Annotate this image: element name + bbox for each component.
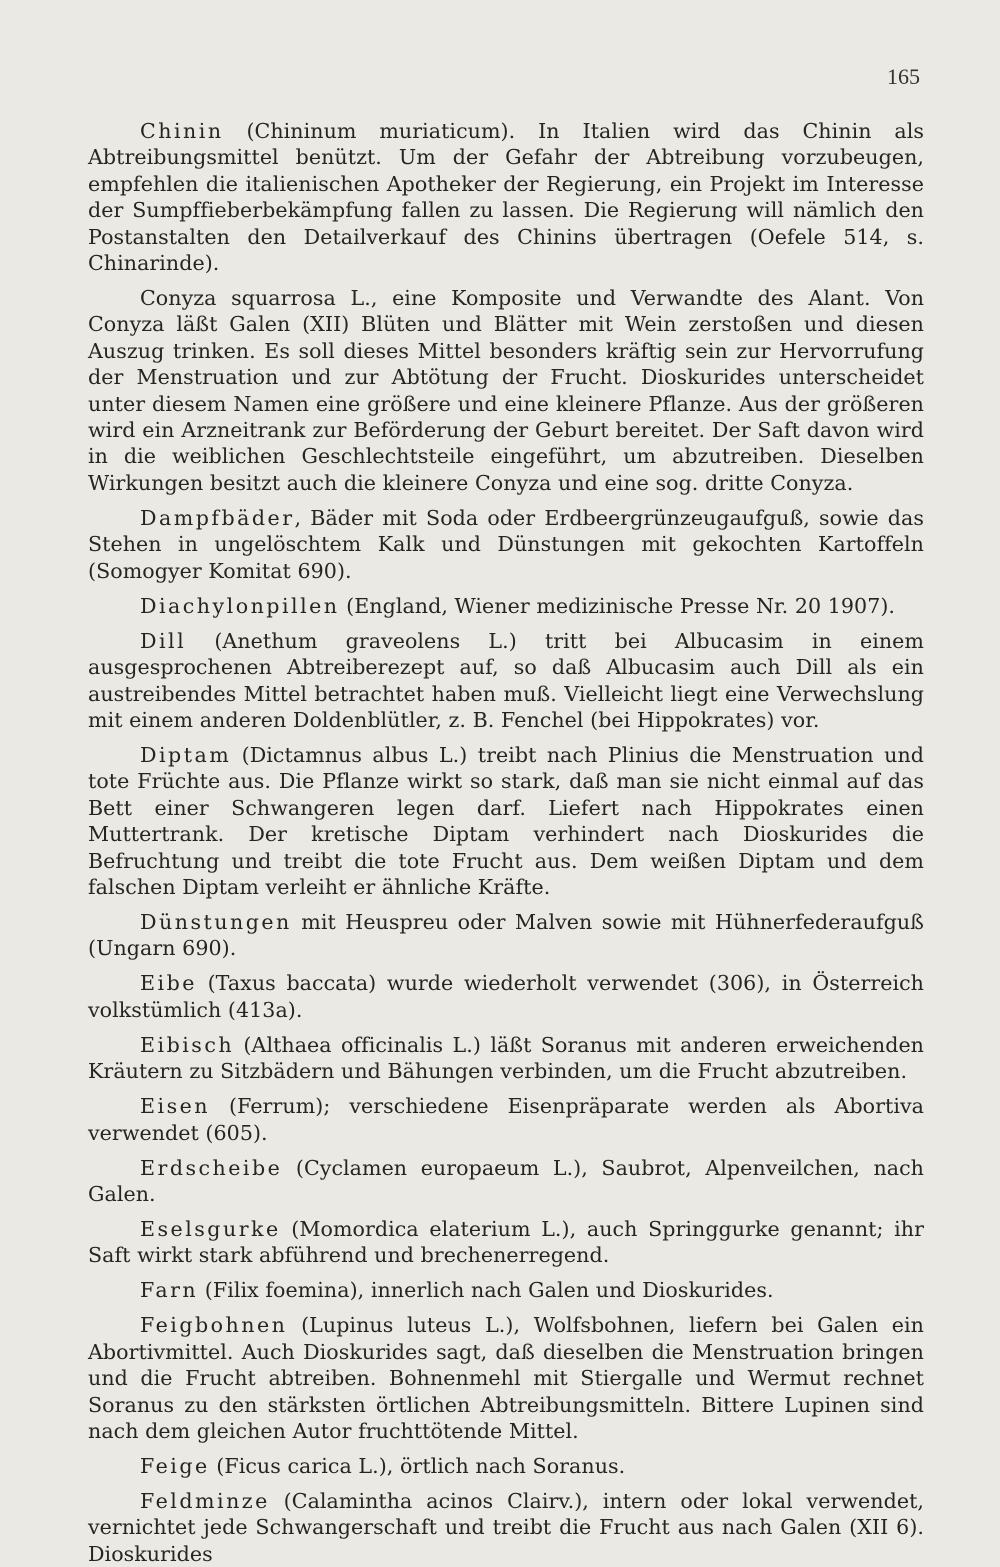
entry-eisen bbox=[88, 1093, 924, 1146]
entry-list bbox=[88, 118, 924, 1567]
entry-term: Diptam bbox=[140, 742, 232, 767]
entry-dill bbox=[88, 628, 924, 734]
entry-text: mit Heuspreu oder Malven sowie mit Hühnerfederaufguß (Ungarn 690). bbox=[88, 909, 924, 961]
entry-text: (Taxus baccata) wurde wiederholt verwendet (306), in Österreich volkstümlich (413a). bbox=[88, 971, 924, 1022]
entry-term: Erdscheibe bbox=[140, 1155, 283, 1180]
entry-feldminze bbox=[88, 1488, 924, 1567]
entry-text: (Momordica elaterium L.), auch Springgurke genannt; ihr Saft wirkt stark abführend und brechenerregend. bbox=[88, 1216, 924, 1268]
entry-text: (Lupinus luteus L.), Wolfsbohnen, liefern bei Galen ein Abortivmittel. Auch Dioskurides sagt, daß dieselben die Menstruation bringen und die Frucht abtreiben. Bohnenmehl mit Stiergalle und Wermut rechnet Soranus zu den stärksten örtlichen Abtreibungsmitteln. Bittere Lupinen sind nach dem gleichen Autor fruchttötende Mittel. bbox=[88, 1313, 924, 1443]
entry-chinin bbox=[88, 118, 924, 276]
entry-term: Diachylonpillen bbox=[140, 593, 340, 618]
entry-text: (Cyclamen europaeum L.), Saubrot, Alpenveilchen, nach Galen. bbox=[88, 1155, 924, 1206]
entry-text: , eine Komposite und Verwandte des Alant. Von Conyza läßt Galen (XII) Blüten und Blätter mit Wein zerstoßen und diesen Auszug trinken. Es soll dieses Mittel besonders kräftig sein zur Hervorrufung der Menstruation und zur Abtötung der Frucht. Dioskurides unterscheidet unter diesem Namen eine größere und eine kleinere Pflanze. Aus der größeren wird ein Arzneitrank zur Beförderung der Geburt bereitet. Der Saft davon wird in die weiblichen Geschlechtsteile eingeführt, um abzutreiben. Dieselben Wirkungen besitzt auch die kleinere Conyza und eine sog. dritte Conyza. bbox=[88, 286, 925, 495]
entry-feige bbox=[88, 1453, 924, 1479]
entry-text: , Bäder mit Soda oder Erdbeergrünzeugaufguß, sowie das Stehen in ungelöschtem Kalk und Dünstungen mit gekochten Kartoffeln (Somogyer Komitat 690). bbox=[88, 505, 924, 583]
entry-text: (Filix foemina), innerlich nach Galen und Dioskurides. bbox=[198, 1278, 774, 1303]
entry-eibe bbox=[88, 970, 924, 1023]
entry-text: (Ficus carica L.), örtlich nach Soranus. bbox=[209, 1454, 626, 1478]
entry-duenstungen bbox=[88, 909, 924, 962]
entry-term: Feldminze bbox=[140, 1489, 270, 1513]
entry-term: Dünstungen bbox=[140, 909, 292, 934]
entry-conyza bbox=[88, 285, 924, 496]
entry-diptam bbox=[88, 742, 924, 900]
entry-text: (England, Wiener medizinische Presse Nr. 20 1907). bbox=[339, 593, 896, 618]
entry-diachylonpillen bbox=[88, 593, 924, 619]
entry-eibisch bbox=[88, 1032, 924, 1085]
entry-text: (Anethum graveolens L.) tritt bei Albucasim in einem ausgesprochenen Abtreiberezept auf, so daß Albucasim auch Dill als ein austreibendes Mittel betrachtet haben muß. Vielleicht liegt eine Verwechslung mit einem anderen Doldenblütler, z. B. Fenchel (bei Hippokrates) vor. bbox=[88, 628, 924, 732]
entry-term: Dill bbox=[140, 628, 187, 653]
entry-term: Chinin bbox=[140, 119, 224, 143]
entry-text: (Ferrum); verschiedene Eisenpräparate werden als Abortiva verwendet (605). bbox=[88, 1094, 924, 1145]
entry-erdscheibe bbox=[88, 1155, 924, 1208]
entry-term: Eisen bbox=[140, 1094, 210, 1119]
page-number: 165 bbox=[887, 64, 920, 89]
entry-term: Farn bbox=[140, 1278, 199, 1303]
entry-term: Conyza squarrosa L. bbox=[140, 286, 371, 311]
entry-term: Feige bbox=[140, 1454, 210, 1478]
entry-term: Eselsgurke bbox=[140, 1216, 281, 1241]
entry-term: Dampfbäder bbox=[140, 505, 295, 530]
entry-text: (Chininum muriaticum). In Italien wird das Chinin als Abtreibungsmittel benützt. Um der Gefahr der Abtreibung vorzubeugen, empfehlen die italienischen Apotheker der Regierung, ein Projekt im Interesse der Sumpffieberbekämpfung fallen zu lassen. Die Regierung will nämlich den Postanstalten den Detailverkauf des Chinins übertragen (Oefele 514, s. Chinarinde). bbox=[88, 119, 924, 276]
entry-text: (Dictamnus albus L.) treibt nach Plinius die Menstruation und tote Früchte aus. Die Pflanze wirkt so stark, daß man sie nicht einmal auf das Bett einer Schwangeren legen darf. Liefert nach Hippokrates einen Muttertrank. Der kretische Diptam verhindert nach Dioskurides die Befruchtung und treibt die tote Frucht aus. Dem weißen Diptam und dem falschen Diptam verleiht er ähnliche Kräfte. bbox=[88, 742, 924, 899]
entry-feigbohnen bbox=[88, 1312, 924, 1444]
entry-text: (Althaea officinalis L.) läßt Soranus mit anderen erweichenden Kräutern zu Sitzbädern und Bähungen verbinden, um die Frucht abzutreiben. bbox=[88, 1032, 924, 1084]
entry-term: Eibe bbox=[140, 971, 197, 996]
entry-term: Eibisch bbox=[140, 1032, 235, 1057]
entry-dampfbaeder bbox=[88, 505, 924, 584]
entry-term: Feigbohnen bbox=[140, 1313, 288, 1338]
entry-eselsgurke bbox=[88, 1216, 924, 1269]
entry-farn bbox=[88, 1277, 924, 1303]
entry-text: (Calamintha acinos Clairv.), intern oder lokal verwendet, vernichtet jede Schwangerschaft und treibt die Frucht aus nach Galen (XII 6). Dioskurides bbox=[88, 1489, 924, 1566]
